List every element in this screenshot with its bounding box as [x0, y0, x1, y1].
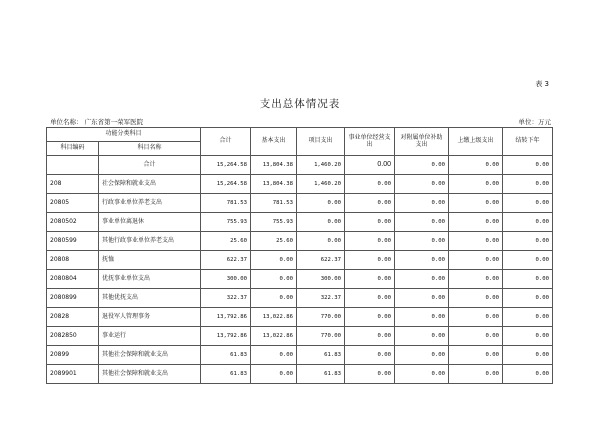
- cell-basic: 0.00: [251, 346, 297, 365]
- cell-name: 社会保障和就业支出: [99, 175, 201, 194]
- cell-subsidy: 0.00: [395, 327, 449, 346]
- cell-business: 0.00: [345, 251, 395, 270]
- cell-basic: 25.60: [251, 232, 297, 251]
- money-unit: 单位：万元: [518, 118, 551, 126]
- cell-project: 322.37: [297, 289, 345, 308]
- total-basic: 13,804.38: [251, 156, 297, 175]
- header-code: 科目编码: [47, 142, 99, 156]
- cell-basic: 755.93: [251, 213, 297, 232]
- cell-code: 2082850: [47, 327, 99, 346]
- cell-total: 61.83: [201, 365, 251, 384]
- cell-total: 300.00: [201, 270, 251, 289]
- cell-total: 781.53: [201, 194, 251, 213]
- cell-business: 0.00: [345, 346, 395, 365]
- cell-subsidy: 0.00: [395, 289, 449, 308]
- total-row: [47, 156, 553, 175]
- cell-name: 其他优抚支出: [99, 289, 201, 308]
- cell-code: 2080599: [47, 232, 99, 251]
- table-row: [47, 289, 553, 308]
- cell-name: 其他社会保障和就业支出: [99, 346, 201, 365]
- table-row: [47, 327, 553, 346]
- cell-code: 208: [47, 175, 99, 194]
- cell-superior: 0.00: [449, 308, 503, 327]
- total-subsidy: 0.00: [395, 156, 449, 175]
- cell-total: 61.83: [201, 346, 251, 365]
- cell-business: 0.00: [345, 194, 395, 213]
- table-row: [47, 346, 553, 365]
- total-project: 1,460.20: [297, 156, 345, 175]
- header-basic: 基本支出: [251, 128, 297, 156]
- cell-total: 755.93: [201, 213, 251, 232]
- cell-carry: 0.00: [503, 232, 553, 251]
- cell-carry: 0.00: [503, 194, 553, 213]
- header-project: 项目支出: [297, 128, 345, 156]
- table-row: [47, 365, 553, 384]
- cell-project: 622.37: [297, 251, 345, 270]
- total-carry: 0.00: [503, 156, 553, 175]
- cell-project: 770.00: [297, 327, 345, 346]
- table-row: [47, 194, 553, 213]
- cell-business: 0.00: [345, 270, 395, 289]
- cell-superior: 0.00: [449, 270, 503, 289]
- cell-basic: 0.00: [251, 270, 297, 289]
- cell-business: 0.00: [345, 213, 395, 232]
- cell-basic: 781.53: [251, 194, 297, 213]
- cell-carry: 0.00: [503, 213, 553, 232]
- page-label: 表 3: [535, 80, 549, 88]
- cell-project: 0.00: [297, 194, 345, 213]
- table-row: [47, 251, 553, 270]
- cell-code: 20828: [47, 308, 99, 327]
- cell-superior: 0.00: [449, 175, 503, 194]
- cell-project: 0.00: [297, 213, 345, 232]
- cell-subsidy: 0.00: [395, 365, 449, 384]
- cell-superior: 0.00: [449, 289, 503, 308]
- header-total: 合计: [201, 128, 251, 156]
- cell-superior: 0.00: [449, 213, 503, 232]
- cell-total: 15,264.58: [201, 175, 251, 194]
- cell-subsidy: 0.00: [395, 308, 449, 327]
- header-business: 事业单位经营支出: [345, 128, 395, 156]
- cell-code: 20808: [47, 251, 99, 270]
- cell-total: 622.37: [201, 251, 251, 270]
- cell-project: 1,460.20: [297, 175, 345, 194]
- cell-superior: 0.00: [449, 365, 503, 384]
- cell-name: 退役军人管理事务: [99, 308, 201, 327]
- cell-total: 322.37: [201, 289, 251, 308]
- cell-business: 0.00: [345, 289, 395, 308]
- cell-code: 2080804: [47, 270, 99, 289]
- page-title: 支出总体情况表: [259, 98, 341, 110]
- cell-subsidy: 0.00: [395, 213, 449, 232]
- cell-superior: 0.00: [449, 346, 503, 365]
- cell-business: 0.00: [345, 232, 395, 251]
- cell-subsidy: 0.00: [395, 270, 449, 289]
- header-subsidy: 对附属单位补助支出: [395, 128, 449, 156]
- cell-name: 其他社会保障和就业支出: [99, 365, 201, 384]
- cell-carry: 0.00: [503, 175, 553, 194]
- cell-total: 25.60: [201, 232, 251, 251]
- cell-name: 优抚事业单位支出: [99, 270, 201, 289]
- header-name: 科目名称: [99, 142, 201, 156]
- table-row: [47, 213, 553, 232]
- cell-name: 事业单位离退休: [99, 213, 201, 232]
- cell-basic: 13,804.38: [251, 175, 297, 194]
- cell-carry: 0.00: [503, 346, 553, 365]
- table-row: [47, 232, 553, 251]
- header-carry: 结转下年: [503, 128, 553, 156]
- header-superior: 上缴上级支出: [449, 128, 503, 156]
- table-row: [47, 175, 553, 194]
- cell-carry: 0.00: [503, 365, 553, 384]
- cell-business: 0.00: [345, 175, 395, 194]
- cell-code: 2080502: [47, 213, 99, 232]
- cell-subsidy: 0.00: [395, 232, 449, 251]
- unit-name: 单位名称： 广东省第一荣军医院: [50, 118, 144, 126]
- cell-project: 300.00: [297, 270, 345, 289]
- cell-basic: 0.00: [251, 365, 297, 384]
- cell-carry: 0.00: [503, 308, 553, 327]
- cell-code: 20899: [47, 346, 99, 365]
- cell-basic: 13,022.86: [251, 327, 297, 346]
- cell-carry: 0.00: [503, 270, 553, 289]
- cell-code: 20805: [47, 194, 99, 213]
- cell-project: 0.00: [297, 232, 345, 251]
- total-code-cell: [47, 156, 99, 175]
- cell-name: 其他行政事业单位养老支出: [99, 232, 201, 251]
- cell-project: 770.00: [297, 308, 345, 327]
- table-row: [47, 270, 553, 289]
- cell-project: 61.83: [297, 365, 345, 384]
- total-superior: 0.00: [449, 156, 503, 175]
- total-business: 0.00: [345, 156, 395, 175]
- cell-total: 13,792.86: [201, 308, 251, 327]
- cell-carry: 0.00: [503, 251, 553, 270]
- cell-name: 事业运行: [99, 327, 201, 346]
- expenditure-table: [46, 127, 553, 384]
- cell-subsidy: 0.00: [395, 346, 449, 365]
- header-function-group: 功能分类科目: [47, 128, 201, 142]
- cell-code: 2089901: [47, 365, 99, 384]
- cell-name: 行政事业单位养老支出: [99, 194, 201, 213]
- cell-project: 61.83: [297, 346, 345, 365]
- cell-basic: 13,022.86: [251, 308, 297, 327]
- cell-subsidy: 0.00: [395, 194, 449, 213]
- total-total: 15,264.58: [201, 156, 251, 175]
- cell-superior: 0.00: [449, 327, 503, 346]
- cell-basic: 0.00: [251, 251, 297, 270]
- cell-code: 2080899: [47, 289, 99, 308]
- cell-business: 0.00: [345, 365, 395, 384]
- cell-basic: 0.00: [251, 289, 297, 308]
- cell-superior: 0.00: [449, 232, 503, 251]
- table-row: [47, 308, 553, 327]
- total-label: 合计: [99, 156, 201, 175]
- cell-name: 抚恤: [99, 251, 201, 270]
- cell-subsidy: 0.00: [395, 251, 449, 270]
- cell-carry: 0.00: [503, 327, 553, 346]
- cell-superior: 0.00: [449, 251, 503, 270]
- cell-total: 13,792.86: [201, 327, 251, 346]
- cell-subsidy: 0.00: [395, 175, 449, 194]
- cell-business: 0.00: [345, 327, 395, 346]
- cell-carry: 0.00: [503, 289, 553, 308]
- cell-business: 0.00: [345, 308, 395, 327]
- cell-superior: 0.00: [449, 194, 503, 213]
